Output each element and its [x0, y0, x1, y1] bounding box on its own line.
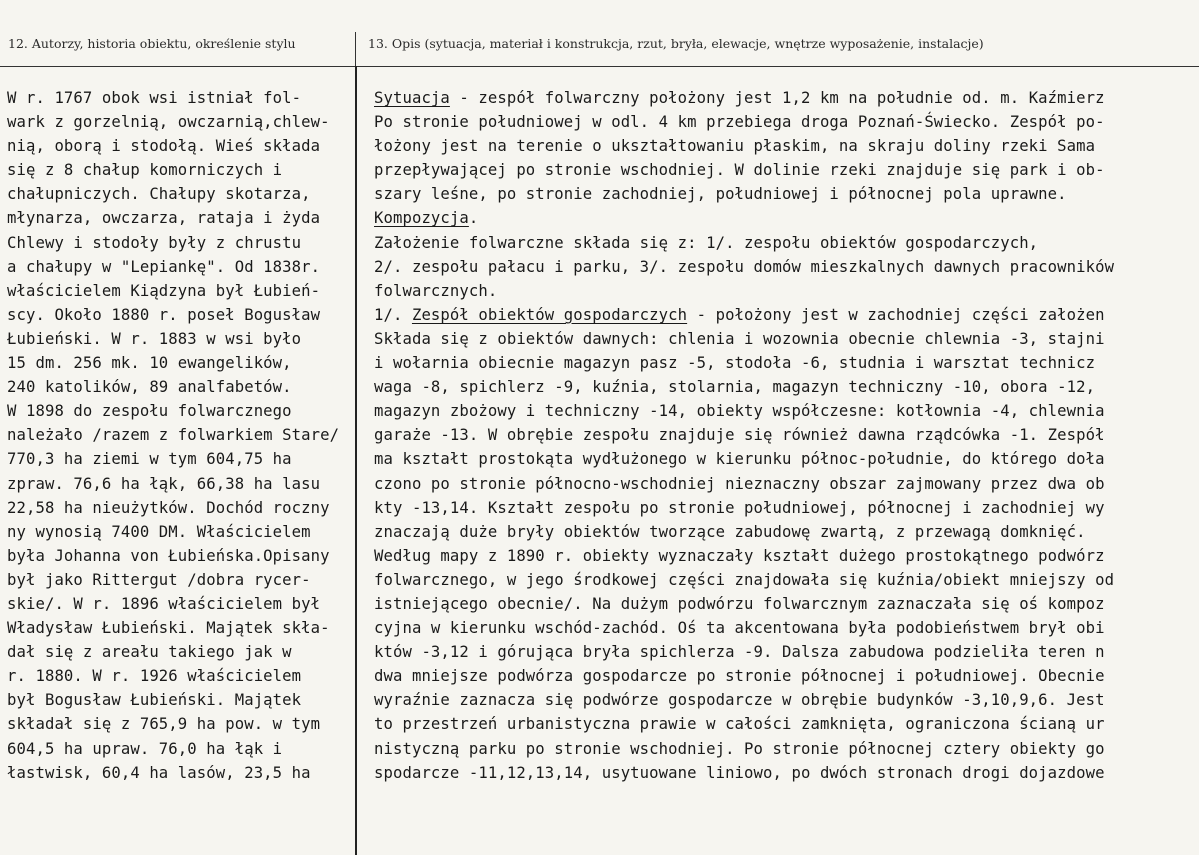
line-text: łożony jest na terenie o ukształtowaniu płaskim, na skraju doliny rzeki Sama: [374, 137, 1096, 156]
description-text-line: [374, 399, 1199, 423]
line-text: - zespół folwarczny położony jest 1,2 km na południe od. m. Kaźmierz: [449, 89, 1105, 107]
line-text: szary leśne, po stronie zachodniej, południowej i północnej pola uprawne.: [374, 185, 1067, 204]
description-text-line: [374, 206, 1199, 230]
history-text-line: wark z gorzelnią, owczarnią,chlew-: [7, 113, 330, 132]
description-text-line: [374, 255, 1199, 279]
history-text-line: był jako Rittergut /dobra rycer-: [7, 570, 311, 589]
history-text-line: chałupniczych. Chałupy skotarza,: [7, 185, 311, 204]
description-text-line: [374, 712, 1199, 736]
description-text-line: [374, 182, 1199, 206]
line-text: wyraźnie zaznacza się podwórze gospodarcze w obrębie budynków -3,10,9,6. Jest: [374, 691, 1105, 710]
history-text-line: młynarza, owczarza, rataja i żyda: [7, 209, 321, 228]
description-text-line: [374, 640, 1199, 664]
description-text-line: [374, 616, 1199, 640]
description-text-line: [374, 447, 1199, 471]
section-13-header: 13. Opis (sytuacja, materiał i konstrukcja, rzut, bryła, elewacje, wnętrze wyposażenie, instalacje): [368, 36, 984, 51]
history-text-line: dał się z areału takiego jak w: [7, 643, 292, 662]
history-text-line: nią, oborą i stodołą. Wieś składa: [7, 137, 321, 156]
description-text-line: [374, 134, 1199, 158]
description-text-line: [374, 568, 1199, 592]
description-text-line: [374, 86, 1199, 110]
line-text: Składa się z obiektów dawnych: chlenia i wozownia obecnie chlewnia -3, stajni: [374, 329, 1105, 348]
description-text-line: [374, 520, 1199, 544]
history-text-line: ny wynosią 7400 DM. Właścicielem: [7, 522, 311, 541]
line-text: garaże -13. W obrębie zespołu znajduje się również dawna rządcówka -1. Zespół: [374, 426, 1105, 445]
line-text: przepływającej po stronie wschodniej. W dolinie rzeki znajduje się park i ob-: [374, 161, 1105, 180]
history-text-line: należało /razem z folwarkiem Stare/: [7, 426, 340, 445]
section-12-header: 12. Autorzy, historia obiektu, określenie stylu: [8, 36, 296, 51]
line-text: czono po stronie północno-wschodniej nieznaczny obszar zajmowany przez dwa ob: [374, 474, 1105, 493]
description-text-line: [374, 761, 1199, 785]
history-text-line: składał się z 765,9 ha pow. w tym: [7, 715, 321, 734]
line-text: dwa mniejsze podwórza gospodarcze po stronie północnej i południowej. Obecnie: [374, 667, 1105, 686]
section-heading: Zespół obiektów gospodarczych: [411, 305, 688, 324]
history-text-line: 604,5 ha upraw. 76,0 ha łąk i: [7, 739, 283, 758]
line-text: nistyczną parku po stronie wschodniej. Po stronie północnej cztery obiekty go: [374, 739, 1105, 758]
description-text-line: [374, 303, 1199, 327]
description-text-line: [374, 158, 1199, 182]
description-text-line: [374, 496, 1199, 520]
line-text: znaczają duże bryły obiektów tworzące zabudowę zwartą, z przewagą domknięć.: [374, 522, 1086, 541]
description-text-line: [374, 327, 1199, 351]
history-text-line: 770,3 ha ziemi w tym 604,75 ha: [7, 450, 292, 469]
description-text-line: [374, 423, 1199, 447]
description-text-line: [374, 664, 1199, 688]
line-text: Według mapy z 1890 r. obiekty wyznaczały kształt dużego prostokątnego podwórz: [374, 546, 1105, 565]
line-text: ma kształt prostokąta wydłużonego w kierunku północ-południe, do którego doła: [374, 450, 1105, 469]
section-heading: Kompozycja: [374, 209, 469, 228]
description-text-line: [374, 110, 1199, 134]
line-text: cyjna w kierunku wschód-zachód. Oś ta akcentowana była podobieństwem brył obi: [374, 619, 1105, 638]
history-text-line: W 1898 do zespołu folwarcznego: [7, 402, 292, 421]
header-column-divider: [355, 32, 356, 66]
history-text-line: zpraw. 76,6 ha łąk, 66,38 ha lasu: [7, 474, 321, 493]
header-divider: [0, 66, 1199, 67]
history-text-line: była Johanna von Łubieńska.Opisany: [7, 546, 330, 565]
history-text-line: 15 dm. 256 mk. 10 ewangelików,: [7, 354, 292, 373]
line-text: i wołarnia obiecnie magazyn pasz -5, stodoła -6, studnia i warsztat technicz: [374, 354, 1096, 373]
line-text: 2/. zespołu pałacu i parku, 3/. zespołu domów mieszkalnych dawnych pracowników: [374, 257, 1115, 276]
history-text-line: był Bogusław Łubieński. Majątek: [7, 691, 302, 710]
history-text-line: Władysław Łubieński. Majątek skła-: [7, 619, 330, 638]
line-text: spodarcze -11,12,13,14, usytuowane liniowo, po dwóch stronach drogi dojazdowe: [374, 763, 1105, 782]
history-text-line: właścicielem Kiądzyna był Łubień-: [7, 281, 321, 300]
description-text-line: [374, 375, 1199, 399]
line-text: któw -3,12 i górująca bryła spichlerza -9. Dalsza zabudowa podzieliła teren n: [374, 643, 1105, 662]
line-text: Po stronie południowej w odl. 4 km przebiega droga Poznań-Świecko. Zespół po-: [374, 113, 1105, 132]
history-text-line: Chlewy i stodoły były z chrustu: [7, 233, 302, 252]
line-text: magazyn zbożowy i techniczny -14, obiekty współczesne: kotłownia -4, chlewnia: [374, 402, 1105, 421]
line-text: kty -13,14. Kształt zespołu po stronie południowej, północnej i zachodniej wy: [374, 498, 1105, 517]
description-column: [374, 86, 1199, 785]
history-column: [7, 86, 357, 785]
line-text: .: [468, 209, 479, 228]
line-text: to przestrzeń urbanistyczna prawie w całości zamknięta, ograniczona ścianą ur: [374, 715, 1105, 734]
history-text-line: łastwisk, 60,4 ha lasów, 23,5 ha: [7, 763, 311, 782]
history-text-line: się z 8 chałup komorniczych i: [7, 161, 283, 180]
line-text: waga -8, spichlerz -9, kuźnia, stolarnia, magazyn techniczny -10, obora -12,: [374, 378, 1096, 397]
description-text-line: [374, 231, 1199, 255]
line-text: folwarcznych.: [374, 281, 498, 300]
history-text-line: r. 1880. W r. 1926 właścicielem: [7, 667, 302, 686]
description-text-line: [374, 544, 1199, 568]
history-text-line: scy. Około 1880 r. poseł Bogusław: [7, 305, 321, 324]
history-text-line: skie/. W r. 1896 właścicielem był: [7, 594, 321, 613]
description-text-line: [374, 472, 1199, 496]
description-text-line: [374, 592, 1199, 616]
section-heading: Sytuacja: [374, 89, 450, 107]
history-text-line: Łubieński. W r. 1883 w wsi było: [7, 329, 302, 348]
line-text: - położony jest w zachodniej części założen: [687, 305, 1105, 324]
line-text: Założenie folwarczne składa się z: 1/. zespołu obiektów gospodarczych,: [374, 233, 1039, 252]
history-text-line: 240 katolików, 89 analfabetów.: [7, 378, 292, 397]
history-text-line: W r. 1767 obok wsi istniał fol-: [7, 89, 302, 107]
description-text-line: [374, 688, 1199, 712]
line-prefix: 1/.: [374, 305, 412, 324]
line-text: istniejącego obecnie/. Na dużym podwórzu folwarcznym zaznaczała się oś kompoz: [374, 594, 1105, 613]
history-text-line: a chałupy w "Lepiankę". Od 1838r.: [7, 257, 321, 276]
history-text-line: 22,58 ha nieużytków. Dochód roczny: [7, 498, 330, 517]
description-text-line: [374, 279, 1199, 303]
description-text-line: [374, 737, 1199, 761]
line-text: folwarcznego, w jego środkowej części znajdowała się kuźnia/obiekt mniejszy od: [374, 570, 1115, 589]
description-text-line: [374, 351, 1199, 375]
